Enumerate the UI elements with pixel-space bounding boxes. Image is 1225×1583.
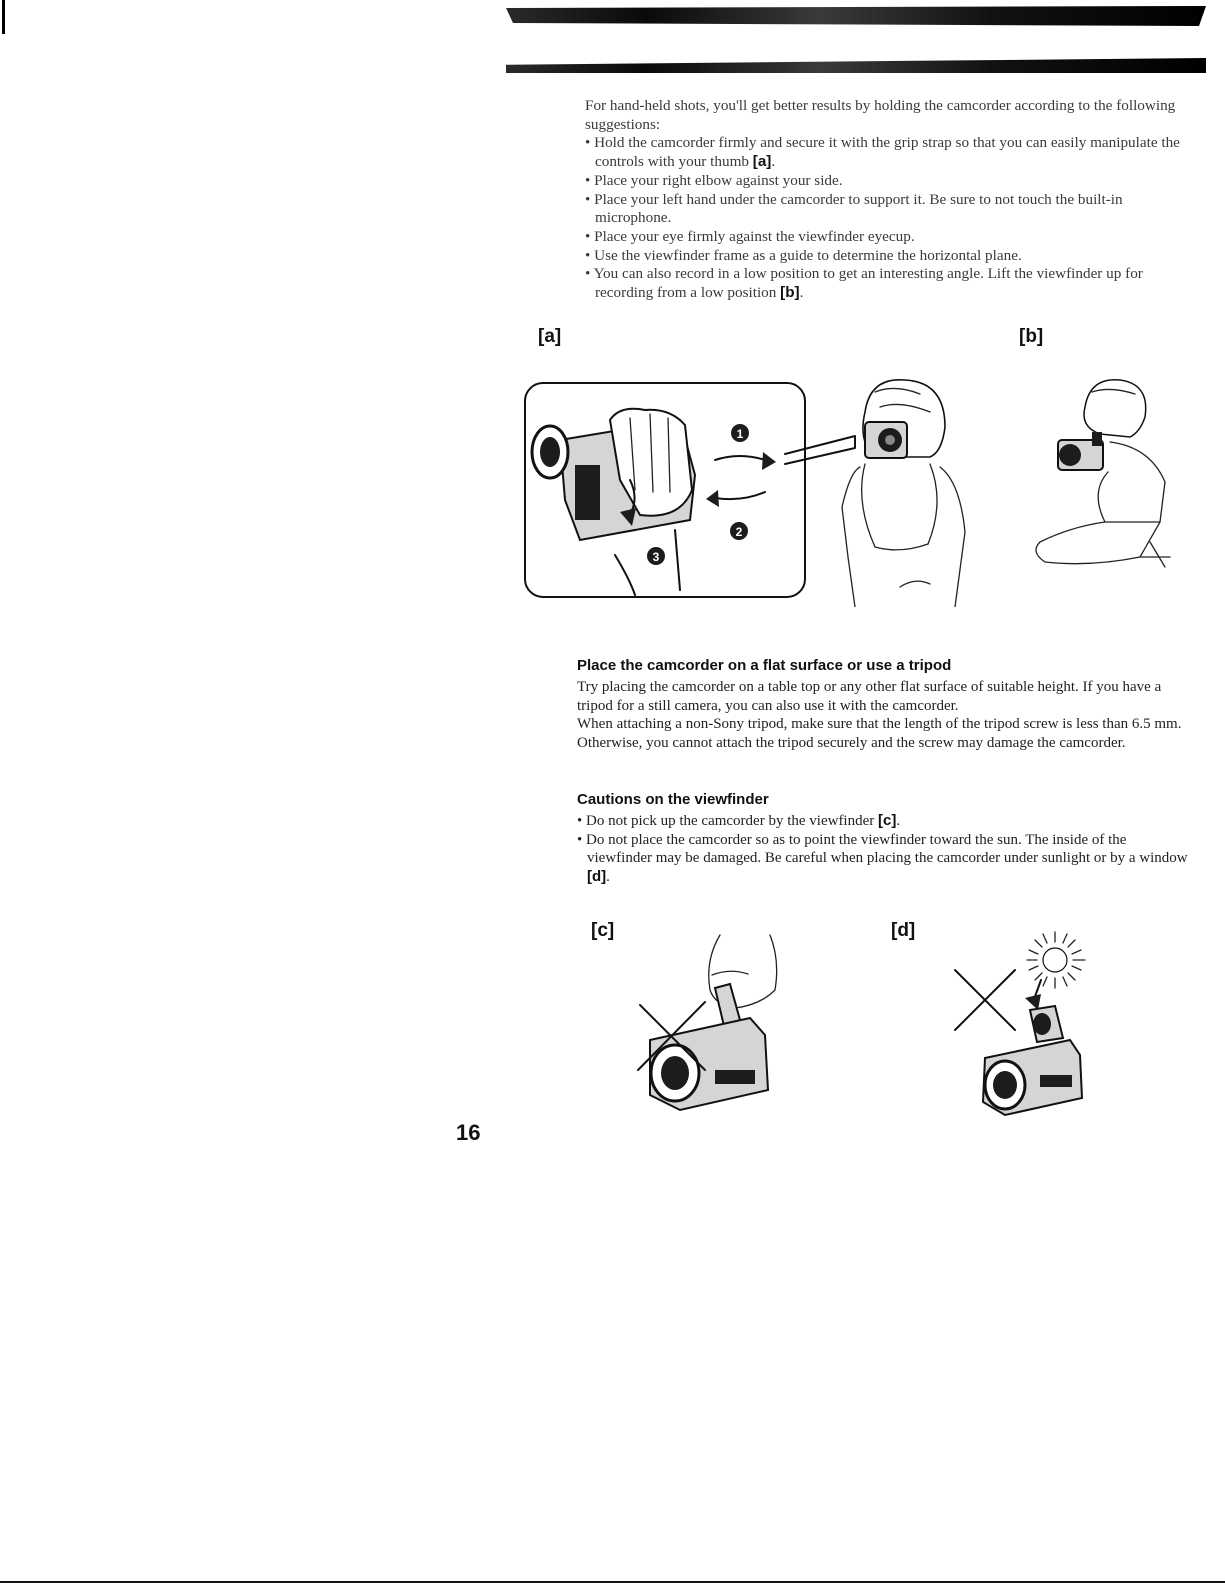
tripod-para-2: When attaching a non-Sony tripod, make sure that the length of the tripod screw is less than 6.5 mm. Otherwise, you cannot attach the tripod securely and the screw may damage the camcorder. [577, 716, 1182, 751]
bullet-item: • You can also record in a low position to get an interesting angle. Lift the viewfinder up for recording from a low position [b]. [585, 265, 1143, 302]
figure-a-illustration [520, 380, 810, 602]
viewfinder-section-title: Cautions on the viewfinder [577, 791, 769, 808]
edge-mark [2, 0, 5, 34]
intro-section [585, 97, 1195, 303]
figure-ref-d: [d] [587, 867, 607, 885]
tripod-para-1: Try placing the camcorder on a table top or any other flat surface of suitable height. If you have a tripod for a still camera, you can also use it with the camcorder. [577, 679, 1162, 714]
header-bar [506, 6, 1206, 26]
bullet-item: • Do not place the camcorder so as to point the viewfinder toward the sun. The inside of the viewfinder may be damaged. Be careful when placing the camcorder under sunlight or by a window [d]. [577, 831, 1188, 885]
viewfinder-section-body [577, 812, 1189, 886]
page-number: 16 [456, 1120, 481, 1145]
tripod-section-title: Place the camcorder on a flat surface or use a tripod [577, 657, 952, 674]
figure-a-person [780, 372, 980, 607]
figure-ref-a: [a] [752, 153, 772, 171]
bullet-item: • Place your right elbow against your side. [585, 171, 843, 189]
figure-c-illustration [620, 930, 790, 1120]
bullet-item: • Place your eye firmly against the viewfinder eyecup. [585, 227, 915, 245]
figure-d-illustration [945, 930, 1120, 1120]
bullet-item: • Do not pick up the camcorder by the viewfinder [c]. [577, 812, 901, 829]
bullet-item: • Use the viewfinder frame as a guide to determine the horizontal plane. [585, 246, 1022, 264]
figure-ref-c: [c] [878, 812, 897, 829]
step-marker-2: 2 [735, 525, 743, 539]
figure-label-b: [b] [1019, 326, 1044, 347]
step-marker-1: 1 [736, 427, 744, 441]
intro-lead: For hand-held shots, you'll get better results by holding the camcorder according to the following suggestions: [585, 97, 1176, 133]
bullet-item: • Hold the camcorder firmly and secure it with the grip strap so that you can easily manipulate the controls with your thumb [a]. [585, 134, 1180, 171]
step-marker-3: 3 [652, 550, 660, 564]
tripod-section-body [577, 678, 1189, 752]
figure-label-d: [d] [891, 920, 916, 941]
figure-ref-b: [b] [780, 284, 800, 302]
figure-label-c: [c] [591, 920, 615, 941]
figure-b-illustration [1030, 372, 1180, 572]
figure-label-a: [a] [538, 326, 562, 347]
header-bar-lower [506, 58, 1206, 73]
bullet-item: • Place your left hand under the camcorder to support it. Be sure to not touch the built-in microphone. [585, 190, 1123, 227]
